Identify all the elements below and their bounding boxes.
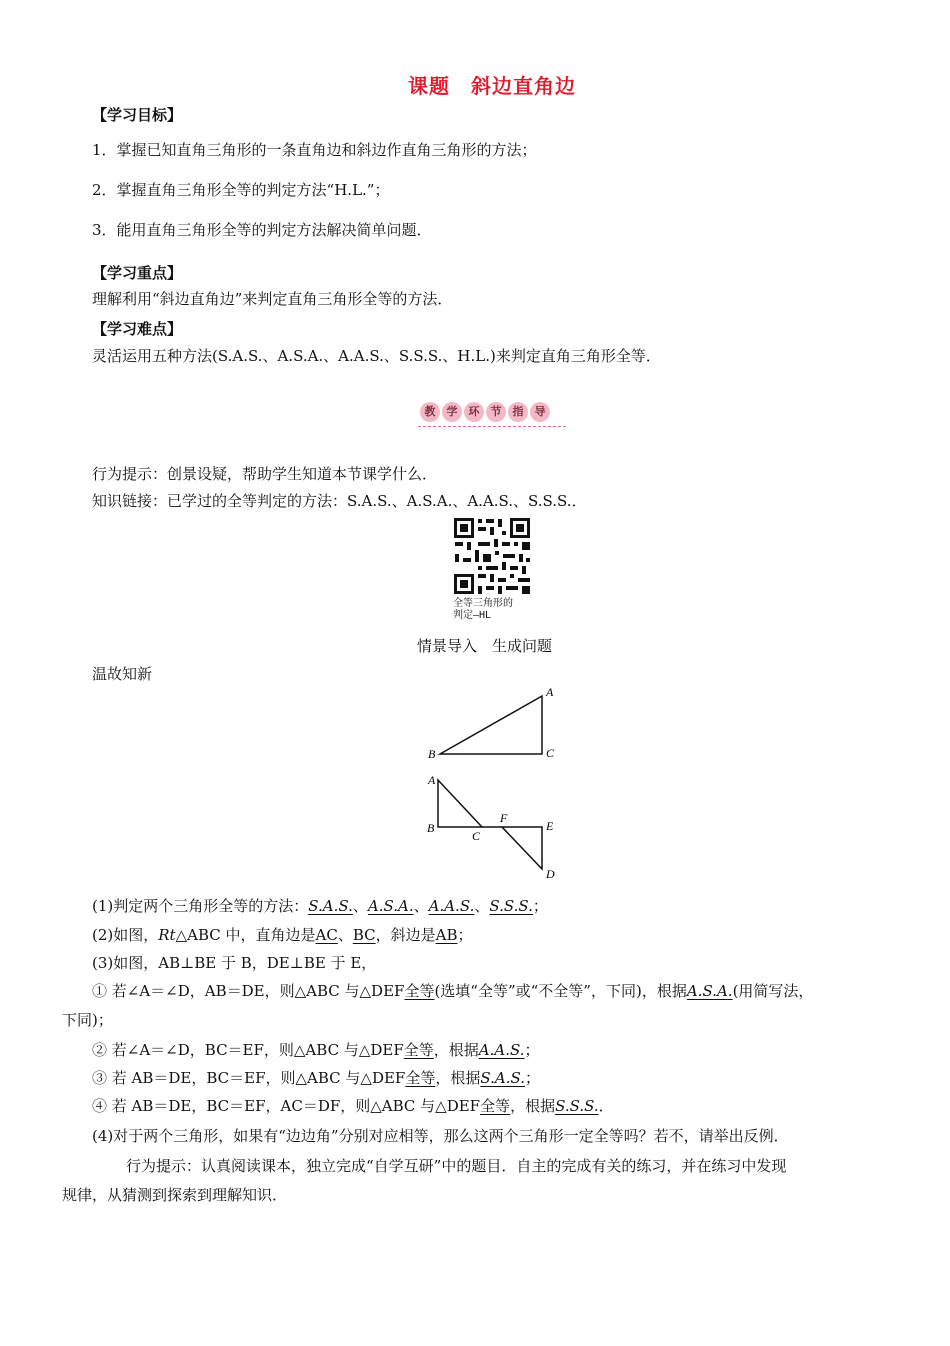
banner-char: 教 [420, 402, 440, 422]
answer-blank: 全等 [480, 1097, 511, 1115]
answer-blank: A.A.S. [428, 897, 475, 915]
knowledge-link-text: 知识链接：已学过的全等判定的方法：S.A.S.、A.S.A.、A.A.S.、S.S.S.． [92, 492, 587, 510]
question-1: (1)判定两个三角形全等的方法：S.A.S.、A.S.A.、A.A.S.、S.S.S.； [92, 897, 548, 915]
triangle-abc [440, 696, 542, 754]
triangle-figure-2 [420, 770, 570, 882]
question-4: (4)对于两个三角形，如果有“边边角”分别对应相等，那么这两个三角形一定全等吗？若不，请举出反例． [92, 1127, 789, 1145]
answer-blank: S.A.S. [480, 1069, 525, 1087]
vertex-label-d: D [546, 867, 555, 881]
vertex-label-a: A [428, 773, 436, 787]
hint-text-3-line-1: 行为提示：认真阅读课本，独立完成“自学互研”中的题目．自主的完成有关的练习，并在练习中发现 [126, 1157, 787, 1175]
answer-blank: 全等 [405, 1069, 436, 1087]
goals-heading: 【学习目标】 [92, 106, 183, 124]
banner-char: 导 [530, 402, 550, 422]
answer-blank: A.A.S. [478, 1041, 525, 1059]
question-3-part-1: ① 若∠A＝∠D，AB＝DE，则△ABC 与△DEF全等(选填“全等”或“不全等”，下同)，根据A.S.A.(用简写法， [92, 982, 814, 1000]
vertex-label-c: C [472, 829, 481, 843]
answer-blank: 全等 [403, 1041, 434, 1059]
question-3: (3)如图，AB⊥BE 于 B，DE⊥BE 于 E， [92, 954, 377, 972]
qr-code-image[interactable] [453, 517, 531, 595]
answer-blank: S.S.S. [489, 897, 533, 915]
triangle-def [502, 827, 542, 869]
goal-item-2: 2．掌握直角三角形全等的判定方法“H.L.”； [92, 181, 390, 199]
key-heading: 【学习重点】 [92, 264, 183, 282]
vertex-label-c: C [546, 746, 555, 760]
answer-blank: BC [352, 926, 376, 944]
hint-text-3-line-2: 规律，从猜测到探索到理解知识． [62, 1186, 288, 1204]
banner-char: 节 [486, 402, 506, 422]
answer-blank: AB [435, 926, 458, 944]
scene-heading: 情景导入 生成问题 [417, 637, 553, 655]
answer-blank: A.S.A. [686, 982, 733, 1000]
qr-caption-line-1: 全等三角形的 [453, 598, 513, 609]
banner-char: 学 [442, 402, 462, 422]
review-heading: 温故知新 [92, 665, 153, 683]
difficulty-heading: 【学习难点】 [92, 320, 183, 338]
key-text: 理解利用“斜边直角边”来判定直角三角形全等的方法． [92, 290, 453, 308]
answer-blank: 全等 [404, 982, 435, 1000]
hint-text-1: 行为提示：创景设疑，帮助学生知道本节课学什么． [92, 465, 438, 483]
answer-blank: A.S.A. [367, 897, 414, 915]
vertex-label-f: F [500, 811, 508, 825]
question-3-part-2: ② 若∠A＝∠D，BC＝EF，则△ABC 与△DEF全等，根据A.A.S.； [92, 1041, 540, 1059]
answer-blank: AC [315, 926, 338, 944]
answer-blank: S.S.S. [555, 1097, 599, 1115]
vertex-label-a: A [546, 685, 554, 699]
question-3-part-3: ③ 若 AB＝DE，BC＝EF，则△ABC 与△DEF全等，根据S.A.S.； [92, 1069, 541, 1087]
goal-item-3: 3．能用直角三角形全等的判定方法解决简单问题． [92, 221, 432, 239]
banner-divider [418, 426, 566, 427]
page-title: 课题 斜边直角边 [408, 74, 576, 98]
vertex-label-e: E [546, 819, 554, 833]
vertex-label-b: B [428, 747, 436, 761]
question-2: (2)如图，Rt△ABC 中，直角边是AC、BC，斜边是AB； [92, 926, 473, 944]
triangle-figure-1 [420, 682, 570, 764]
banner-char: 环 [464, 402, 484, 422]
vertex-label-b: B [427, 821, 435, 835]
answer-blank: S.A.S. [308, 897, 353, 915]
goal-item-1: 1．掌握已知直角三角形的一条直角边和斜边作直角三角形的方法； [92, 141, 537, 159]
qr-caption-line-2: 判定—HL [453, 610, 492, 621]
section-banner [420, 400, 566, 426]
triangle-abc [438, 780, 482, 827]
difficulty-text: 灵活运用五种方法(S.A.S.、A.S.A.、A.A.S.、S.S.S.、H.L.)来判定直角三角形全等． [92, 347, 661, 365]
question-3-part-1-cont: 下同)； [62, 1011, 113, 1029]
question-3-part-4: ④ 若 AB＝DE，BC＝EF，AC＝DF，则△ABC 与△DEF全等，根据S.S.S.． [92, 1097, 614, 1115]
banner-char: 指 [508, 402, 528, 422]
